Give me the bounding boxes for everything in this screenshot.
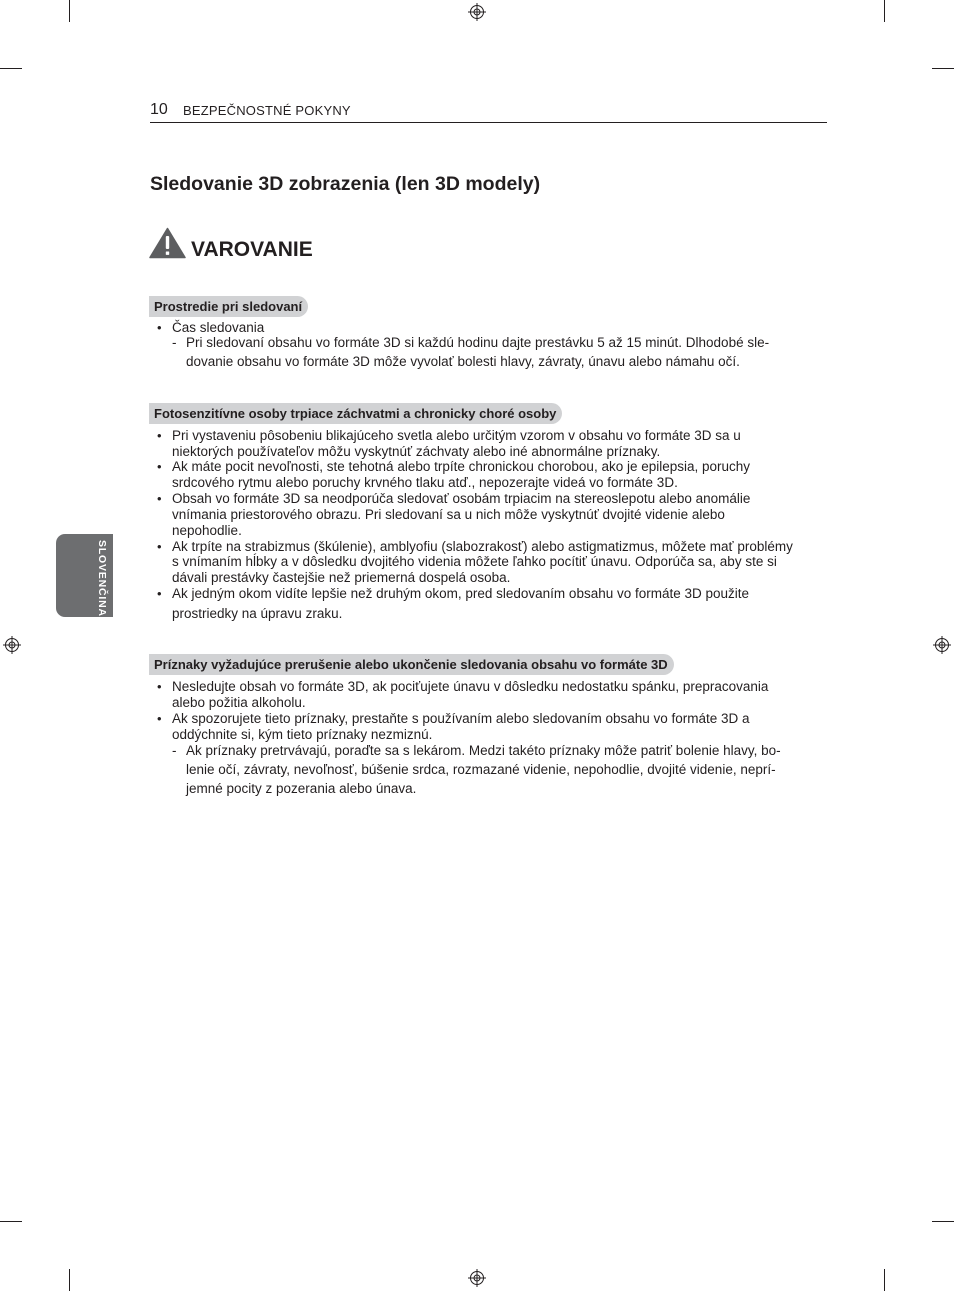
crop-mark — [0, 1221, 22, 1222]
bullet-icon: • — [157, 586, 162, 601]
warning-heading: VAROVANIE — [191, 238, 313, 261]
bullet-icon: • — [157, 491, 162, 506]
list-item: alebo požitia alkoholu. — [172, 695, 306, 710]
list-item: nepohodlie. — [172, 523, 242, 538]
registration-mark-icon — [3, 636, 21, 654]
list-item: Čas sledovania — [172, 320, 265, 335]
crop-mark — [69, 1269, 70, 1291]
language-side-tab-label: SLOVENČINA — [96, 540, 108, 617]
list-item: prostriedky na úpravu zraku. — [172, 606, 343, 621]
bullet-icon: • — [157, 428, 162, 443]
list-item: Ak príznaky pretrvávajú, poraďte sa s lekárom. Medzi takéto príznaky môže patriť bolenie hlavy, bo- — [186, 743, 781, 758]
page-header — [150, 101, 827, 123]
list-item: Ak jedným okom vidíte lepšie než druhým okom, pred sledovaním obsahu vo formáte 3D použite — [172, 586, 750, 601]
warning-triangle-icon — [149, 227, 186, 259]
bullet-icon: • — [157, 711, 162, 726]
subheading-viewing-environment: Prostredie pri sledovaní — [149, 296, 308, 317]
list-item: Ak spozorujete tieto príznaky, prestaňte s používaním alebo sledovaním obsahu vo formáte 3D a — [172, 711, 750, 726]
crop-mark — [884, 0, 885, 22]
list-item: Nesledujte obsah vo formáte 3D, ak pociťujete únavu v dôsledku nedostatku spánku, prepracovania — [172, 679, 769, 694]
registration-mark-icon — [468, 3, 486, 21]
crop-mark — [932, 1221, 954, 1222]
crop-mark — [69, 0, 70, 22]
crop-mark — [932, 68, 954, 69]
list-item: lenie očí, závraty, nevoľnosť, búšenie srdca, rozmazané videnie, nepohodlie, dvojité videnie, neprí- — [186, 762, 776, 777]
dash-icon: - — [172, 335, 177, 350]
dash-icon: - — [172, 743, 177, 758]
list-item: oddýchnite si, kým tieto príznaky nezmiznú. — [172, 727, 433, 742]
list-item: Pri vystaveniu pôsobeniu blikajúceho svetla alebo určitým vzorom v obsahu vo formáte 3D sa u — [172, 428, 741, 443]
list-item: Ak trpíte na strabizmus (škúlenie), amblyofiu (slabozrakosť) alebo astigmatizmus, môžete mať problémy — [172, 539, 793, 554]
list-item: dávali prestávky častejšie než priemerná dospelá osoba. — [172, 570, 511, 585]
subheading-symptoms: Príznaky vyžadujúce prerušenie alebo ukončenie sledovania obsahu vo formáte 3D — [149, 654, 674, 675]
crop-mark — [0, 68, 22, 69]
list-item: srdcového rytmu alebo poruchy krvného tlaku atď., nepozerajte videá vo formáte 3D. — [172, 475, 678, 490]
crop-mark — [884, 1269, 885, 1291]
list-item: Pri sledovaní obsahu vo formáte 3D si každú hodinu dajte prestávku 5 až 15 minút. Dlhodobé sle- — [186, 335, 770, 350]
list-item: Obsah vo formáte 3D sa neodporúča sledovať osobám trpiacim na stereoslepotu alebo anomálie — [172, 491, 751, 506]
list-item: Ak máte pocit nevoľnosti, ste tehotná alebo trpíte chronickou chorobou, ako je epilepsia, poruchy — [172, 459, 751, 474]
section-title: Sledovanie 3D zobrazenia (len 3D modely) — [150, 173, 541, 195]
bullet-icon: • — [157, 459, 162, 474]
list-item: jemné pocity z pozerania alebo únava. — [186, 781, 417, 796]
header-title: BEZPEČNOSTNÉ POKYNY — [183, 103, 351, 118]
bullet-icon: • — [157, 539, 162, 554]
registration-mark-icon — [933, 636, 951, 654]
list-item: niektorých používateľov môžu vyskytnúť záchvaty alebo iné abnormálne príznaky. — [172, 444, 661, 459]
list-item: dovanie obsahu vo formáte 3D môže vyvolať bolesti hlavy, závraty, únavu alebo námahu očí. — [186, 354, 740, 369]
page-number: 10 — [150, 101, 168, 118]
list-item: s vnímaním hĺbky a v dôsledku dvojitého videnia môžete ľahko pocítiť únavu. Odporúča sa, aby ste si — [172, 554, 777, 569]
list-item: vnímania priestorového obrazu. Pri sledovaní sa u nich môže vyskytnúť dvojité videnie alebo — [172, 507, 725, 522]
bullet-icon: • — [157, 320, 162, 335]
registration-mark-icon — [468, 1269, 486, 1287]
subheading-photosensitive: Fotosenzitívne osoby trpiace záchvatmi a chronicky choré osoby — [149, 403, 562, 424]
bullet-icon: • — [157, 679, 162, 694]
